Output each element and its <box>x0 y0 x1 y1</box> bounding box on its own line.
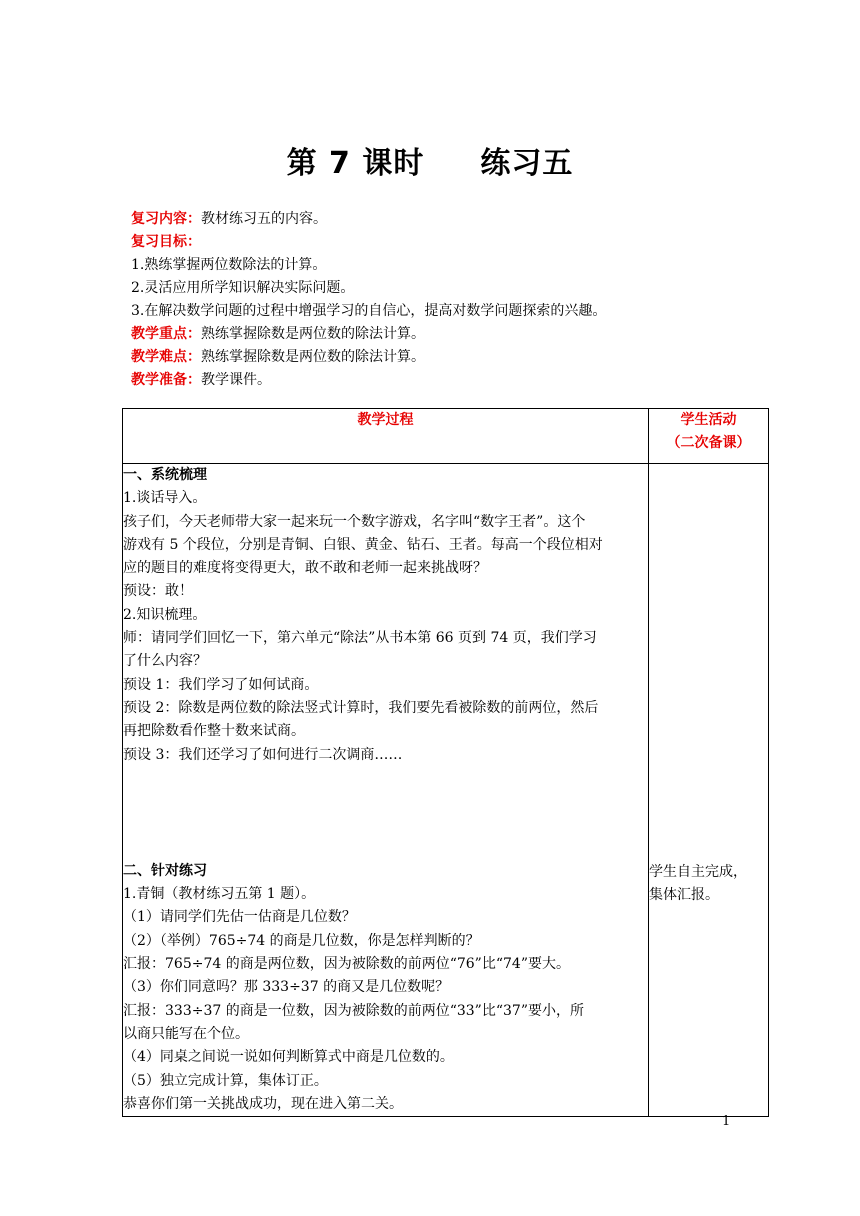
header-activity-line2: （二次备课） <box>666 435 751 451</box>
difficulty-row <box>131 346 606 369</box>
section1-line: 再把除数看作整十数来试商。 <box>123 723 305 740</box>
review-goals-label: 复习目标： <box>131 234 201 250</box>
page-title <box>0 138 860 182</box>
section1-line: 2.知识梳理。 <box>123 606 207 623</box>
key-point-row <box>131 323 606 346</box>
review-goal-item: 2.灵活应用所学知识解决实际问题。 <box>131 280 355 296</box>
section1-line: 1.谈话导入。 <box>123 490 207 507</box>
lesson-table <box>122 408 769 1117</box>
section2-line: 1.青铜（教材练习五第 1 题）。 <box>123 886 316 903</box>
activity-note-line: 学生自主完成， <box>649 864 747 880</box>
preparation-row <box>131 369 606 392</box>
section2-line: 汇报：333÷37 的商是一位数，因为被除数的前两位“33”比“37”要小，所 <box>123 1002 584 1019</box>
review-goals-row <box>131 231 606 254</box>
preparation-label: 教学准备： <box>131 372 201 388</box>
lesson-number: 第 7 课时 <box>286 146 425 181</box>
table-header-row <box>123 409 769 464</box>
difficulty-label: 教学难点： <box>131 349 201 365</box>
review-content-text: 教材练习五的内容。 <box>201 211 327 227</box>
header-teaching-process: 教学过程 <box>123 409 649 464</box>
section1-line: 应的题目的难度将变得更大，敢不敢和老师一起来挑战呀？ <box>123 560 487 577</box>
review-content-row <box>131 208 606 231</box>
section2-line: 以商只能写在个位。 <box>123 1025 249 1042</box>
section1-line: 孩子们，今天老师带大家一起来玩一个数字游戏，名字叫“数字王者”。这个 <box>123 513 586 530</box>
section2-line: （1）请同学们先估一估商是几位数？ <box>123 909 356 926</box>
section2-heading: 二、针对练习 <box>123 862 207 879</box>
section2-line: 汇报：765÷74 的商是两位数，因为被除数的前两位“76”比“74”要大。 <box>123 956 570 973</box>
section1-line: 师：请同学们回忆一下，第六单元“除法”从书本第 66 页到 74 页，我们学习 <box>123 630 597 647</box>
section2-line: （4）同桌之间说一说如何判断算式中商是几位数的。 <box>123 1049 454 1066</box>
review-goal-item: 1.熟练掌握两位数除法的计算。 <box>131 257 327 273</box>
review-content-label: 复习内容： <box>131 211 201 227</box>
difficulty-text: 熟练掌握除数是两位数的除法计算。 <box>201 349 425 365</box>
section2-line: （2）（举例）765÷74 的商是几位数，你是怎样判断的？ <box>123 932 480 949</box>
header-student-activity <box>649 409 769 464</box>
section2-line: 恭喜你们第一关挑战成功，现在进入第二关。 <box>123 1095 403 1112</box>
section1-line: 游戏有 5 个段位，分别是青铜、白银、黄金、钻石、王者。每高一个段位相对 <box>123 536 603 553</box>
lesson-name: 练习五 <box>480 146 574 181</box>
section1-line: 预设 3：我们还学习了如何进行二次调商…… <box>123 746 403 763</box>
section2-line: （3）你们同意吗？那 333÷37 的商又是几位数呢？ <box>123 979 450 996</box>
section1-line: 预设 2：除数是两位数的除法竖式计算时，我们要先看被除数的前两位，然后 <box>123 699 599 716</box>
teaching-process-cell <box>123 464 649 1117</box>
student-activity-cell <box>649 464 769 1117</box>
section1-heading: 一、系统梳理 <box>123 467 207 483</box>
preparation-text: 教学课件。 <box>201 372 271 388</box>
table-row <box>123 464 769 1117</box>
section1-line: 预设 1：我们学习了如何试商。 <box>123 676 319 693</box>
page-number: 1 <box>722 1114 731 1129</box>
key-point-label: 教学重点： <box>131 326 201 342</box>
review-goal-item: 3.在解决数学问题的过程中增强学习的自信心，提高对数学问题探索的兴趣。 <box>131 303 607 319</box>
section1-line: 了什么内容？ <box>123 653 207 670</box>
activity-note-line: 集体汇报。 <box>649 887 719 904</box>
lesson-meta <box>131 208 606 392</box>
header-activity-line1: 学生活动 <box>680 412 737 428</box>
section1-line: 预设：敢！ <box>123 583 193 600</box>
section2-line: （5）独立完成计算，集体订正。 <box>123 1072 328 1089</box>
key-point-text: 熟练掌握除数是两位数的除法计算。 <box>201 326 425 342</box>
